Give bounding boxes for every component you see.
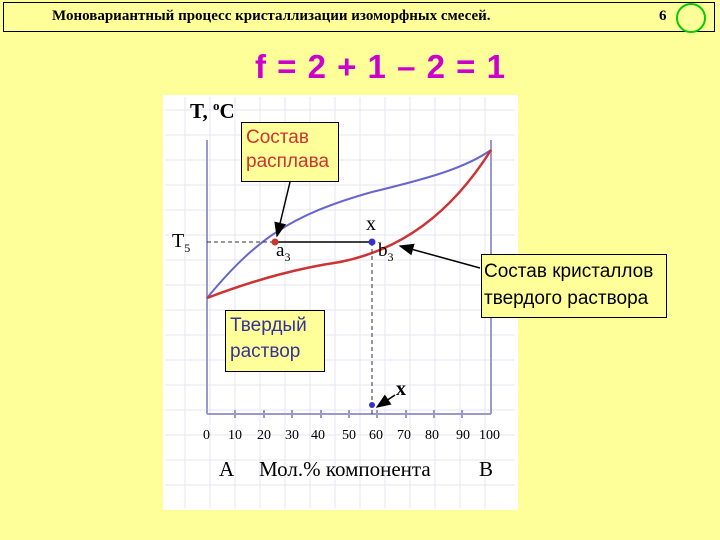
x-tick-label: 30 <box>285 428 299 443</box>
solid-solution-box <box>225 310 325 372</box>
x-tick-label: 20 <box>257 428 271 443</box>
x-bottom-label: x <box>396 378 406 400</box>
melt-label-line1: Состав <box>246 127 309 148</box>
x-tick-label: 80 <box>425 428 439 443</box>
crystals-label-line1: Состав кристаллов <box>484 261 654 282</box>
melt-label-line2: расплава <box>246 151 330 172</box>
t5-label: $T_5$ <box>172 230 191 255</box>
x-tick-label: 100 <box>479 428 500 443</box>
point-x-bottom <box>369 402 375 408</box>
x-tick-label: 70 <box>397 428 411 443</box>
solid-label-line1: Твердый <box>230 315 307 336</box>
point-x-top <box>369 239 376 246</box>
phase-rule-formula: f = 2 + 1 – 2 = 1 <box>255 48 506 85</box>
b3-label: $b_3$ <box>378 240 394 264</box>
component-a-label: A <box>219 457 235 481</box>
page-number: 6 <box>659 8 667 24</box>
x-top-label: x <box>366 213 376 235</box>
arrow-crystals <box>400 246 480 268</box>
x-tick-label: 50 <box>342 428 356 443</box>
crystals-label-line2: твердого раствора <box>484 288 649 309</box>
x-tick-label: 90 <box>456 428 470 443</box>
arrow-x-bottom <box>377 395 395 407</box>
grid <box>165 97 515 508</box>
x-tick-label: 10 <box>228 428 242 443</box>
a3-label: $a_3$ <box>276 240 291 264</box>
component-b-label: B <box>479 457 494 481</box>
x-tick-label: 40 <box>311 428 325 443</box>
melt-composition-box <box>241 122 339 182</box>
x-tick-label: 60 <box>369 428 383 443</box>
crystals-composition-box <box>481 254 667 318</box>
solid-label-line2: раствор <box>230 341 301 362</box>
x-axis-title: Мол.% компонента <box>259 457 431 481</box>
y-axis-label: T, $^o$C <box>190 98 235 123</box>
slide-title: Моновариантный процесс кристаллизации изоморфных смесей. <box>52 8 491 24</box>
x-tick-label: 0 <box>203 428 210 443</box>
